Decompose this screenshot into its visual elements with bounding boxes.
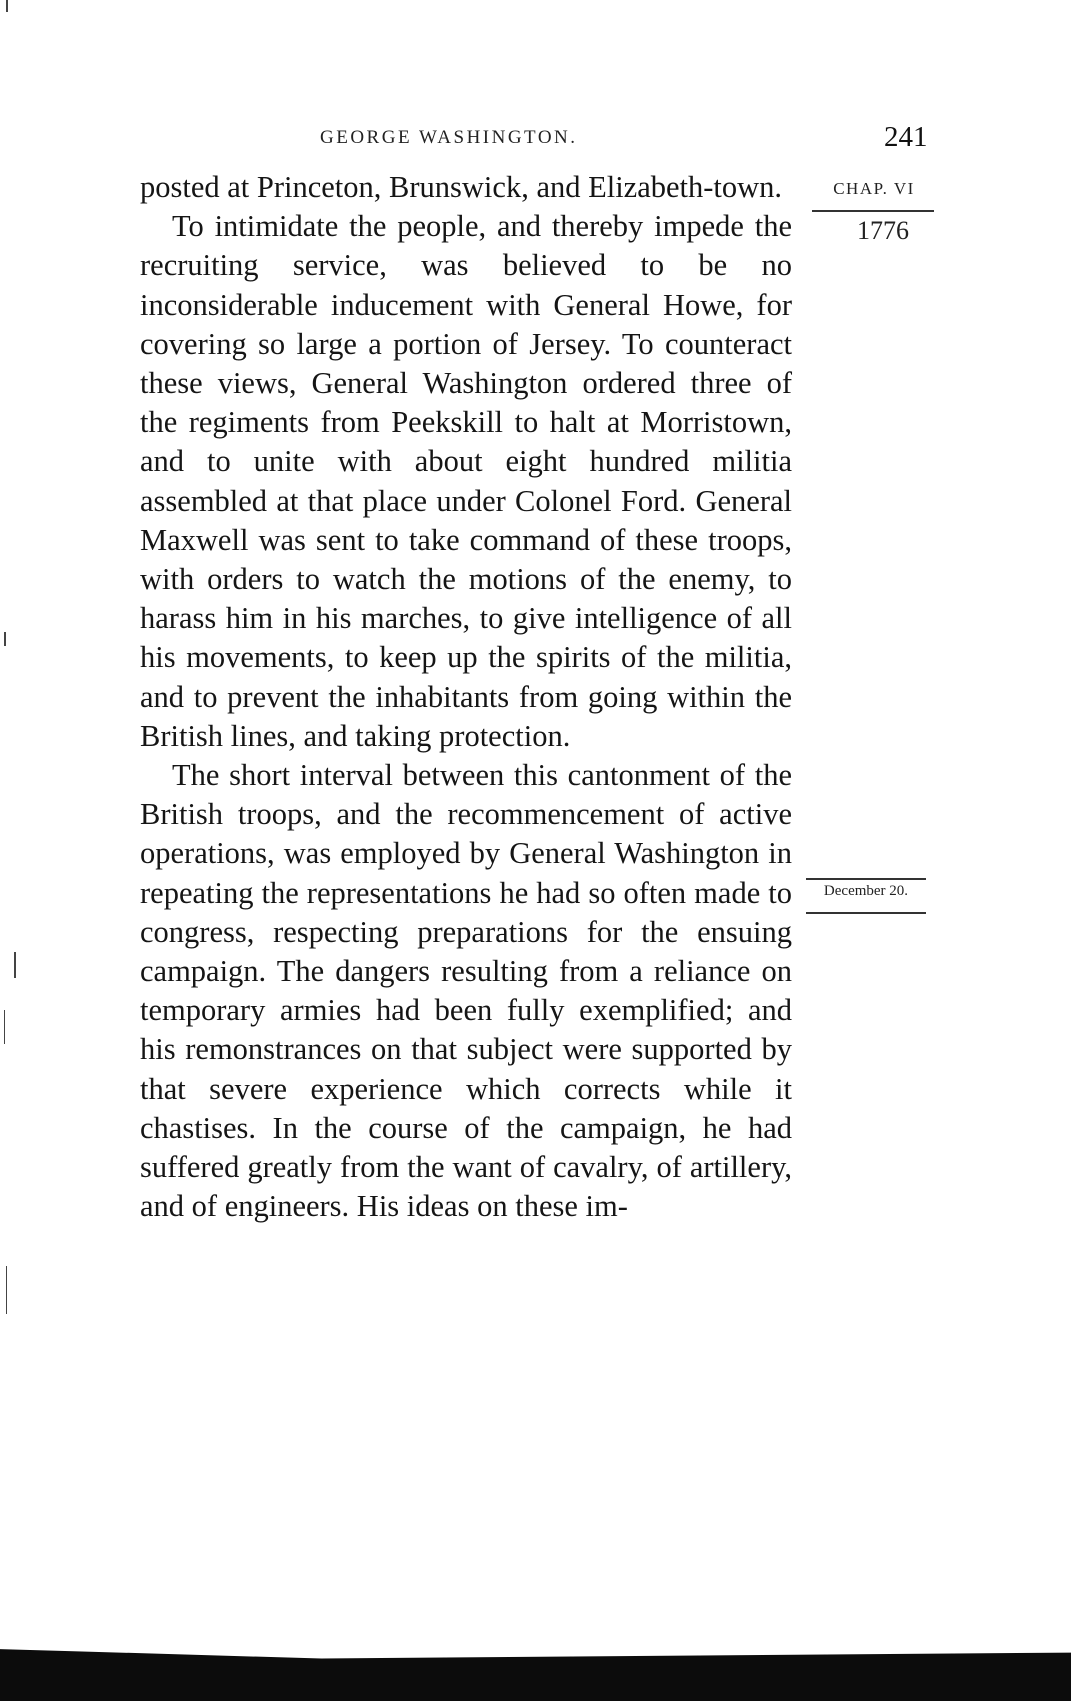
scan-edge-mark: [14, 952, 16, 978]
margin-year-label: 1776: [857, 216, 909, 245]
body-text: [140, 168, 792, 1226]
running-header-title: GEORGE WASHINGTON.: [320, 127, 578, 148]
scan-edge-mark: [4, 632, 6, 646]
scan-edge-mark: [6, 1266, 7, 1314]
scan-edge-mark: [4, 1010, 5, 1044]
margin-date-note: December 20.: [823, 883, 909, 899]
paragraph-maxwell: To intimidate the people, and thereby impede the recruiting service, was believed to be no inconsiderable inducement with General Howe, for covering so large a portion of Jersey. To counteract these views, General Washington ordered three of the regiments from Peekskill to halt at Morristown, and to unite with about eight hundred militia assembled at that place under Colonel Ford. General Maxwell was sent to take command of these troops, with orders to watch the motions of the enemy, to harass him in his marches, to give intelligence of all his movements, to keep up the spirits of the militia, and to prevent the inhabitants from going within the British lines, and taking protection.: [140, 209, 792, 753]
paragraph-preparations: The short interval between this cantonment of the British troops, and the recommencement of active operations, was employed by General Washington in repeating the representations he had so often made to congress, respecting preparations for the ensuing campaign. The dangers resulting from a reliance on temporary armies had been fully exemplified; and his remonstrances on that subject were supported by that severe experience which corrects while it chastises. In the course of the campaign, he had suffered greatly from the want of cavalry, of artillery, and of engineers. His ideas on these im-: [140, 758, 792, 1224]
margin-date-rule-bottom: [806, 912, 926, 914]
page-number: 241: [884, 121, 928, 153]
scan-bottom-edge: [0, 1642, 1071, 1701]
scan-edge-mark: [6, 0, 8, 12]
margin-chapter-label: CHAP. VI: [833, 179, 915, 198]
paragraph-continuation: posted at Princeton, Brunswick, and Elizabeth-town.: [140, 170, 783, 204]
margin-divider-rule: [812, 210, 934, 212]
margin-date-rule-top: [806, 878, 926, 880]
